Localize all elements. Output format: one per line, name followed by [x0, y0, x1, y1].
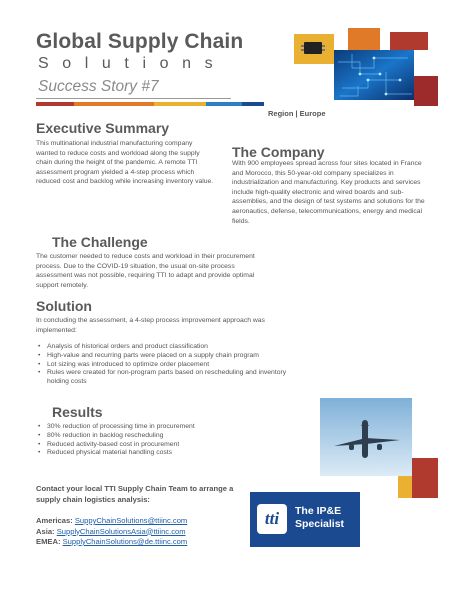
- tti-tagline-line1: The IP&E: [295, 505, 342, 517]
- email-row-americas: [36, 516, 187, 527]
- challenge-heading: The Challenge: [52, 234, 148, 250]
- solution-bullet: • High-value and recurring parts were placed on a supply chain program: [47, 352, 309, 361]
- email-label: Asia:: [36, 526, 55, 536]
- results-heading: Results: [52, 404, 103, 420]
- subtitle: Success Story #7: [38, 78, 159, 95]
- tti-tagline-line2: Specialist: [295, 518, 345, 530]
- tti-tagline: [295, 505, 344, 531]
- airplane-image-mosaic: [320, 398, 438, 506]
- email-label: Americas:: [36, 516, 73, 525]
- title-line2: Solutions: [38, 55, 227, 72]
- solution-bullet: • Rules were created for non-program parts based on rescheduling and inventory holding costs: [47, 369, 309, 387]
- executive-summary-heading: Executive Summary: [36, 120, 170, 136]
- title-line1: Global Supply Chain: [36, 30, 244, 53]
- solution-bullet-list: [36, 343, 309, 387]
- color-bar-blue: [206, 102, 242, 106]
- solution-body: In concluding the assessment, a 4-step process improvement approach was implemented:: [36, 317, 265, 334]
- executive-summary-body: This multinational industrial manufacturing company wanted to reduce costs and workload along the supply chain during the height of the pandemic. A remote TTI assessment program yielded a 4-step process which reduced cost and backlog while increasing inventory value.: [36, 140, 214, 186]
- challenge-body: The customer needed to reduce costs and workload in their procurement process. Due to the COVID-19 situation, the usual on-site process assessment was not possible, requiring TTI to adapt and provide optimal support remotely.: [36, 253, 255, 289]
- results-bullet: • Reduced activity-based cost in procurement: [47, 441, 247, 450]
- email-link-americas[interactable]: SuppyChainSolutions@ttiinc.com: [74, 516, 188, 525]
- contact-text: Contact your local TTI Supply Chain Team to arrange a supply chain logistics analysis:: [36, 484, 234, 504]
- solution-bullet: • Analysis of historical orders and product classification: [47, 343, 309, 352]
- header-image-mosaic: [290, 28, 438, 106]
- region-label: Region | Europe: [268, 109, 326, 118]
- email-row-emea: [36, 537, 187, 548]
- results-bullet: • 80% reduction in backlog rescheduling: [47, 432, 247, 441]
- color-bar-orange: [74, 102, 154, 106]
- email-row-asia: [36, 527, 187, 538]
- solution-bullet: • Lot sizing was introduced to optimize order placement: [47, 361, 309, 370]
- email-link-emea[interactable]: SupplyChainSolutions@de.ttiinc.com: [62, 537, 188, 546]
- color-bar-red: [36, 102, 74, 106]
- color-bar-navy: [242, 102, 264, 106]
- results-bullet: • 30% reduction of processing time in procurement: [47, 423, 247, 432]
- title-underline: [36, 98, 231, 99]
- tti-logo: [250, 492, 360, 547]
- email-label: EMEA:: [36, 537, 61, 546]
- results-bullet: • Reduced physical material handling costs: [47, 449, 247, 458]
- company-body: With 900 employees spread across four sites located in France and Morocco, this 50-year-old company specializes in industrialization and manufacturing. Key products and services include high-quality electronic and wired boards and sub-assemblies, and the design of test systems and solutions for the aeronautics, defense, telecommunications, energy and medical fields.: [232, 160, 425, 225]
- color-bar-yellow: [154, 102, 206, 106]
- solution-heading: Solution: [36, 298, 92, 314]
- email-link-asia[interactable]: SupplyChainSolutionsAsia@ttiinc.com: [56, 526, 186, 536]
- contact-email-list: [36, 516, 187, 548]
- company-heading: The Company: [232, 144, 325, 160]
- tti-logo-mark: tti: [257, 504, 287, 534]
- results-bullet-list: [36, 423, 247, 458]
